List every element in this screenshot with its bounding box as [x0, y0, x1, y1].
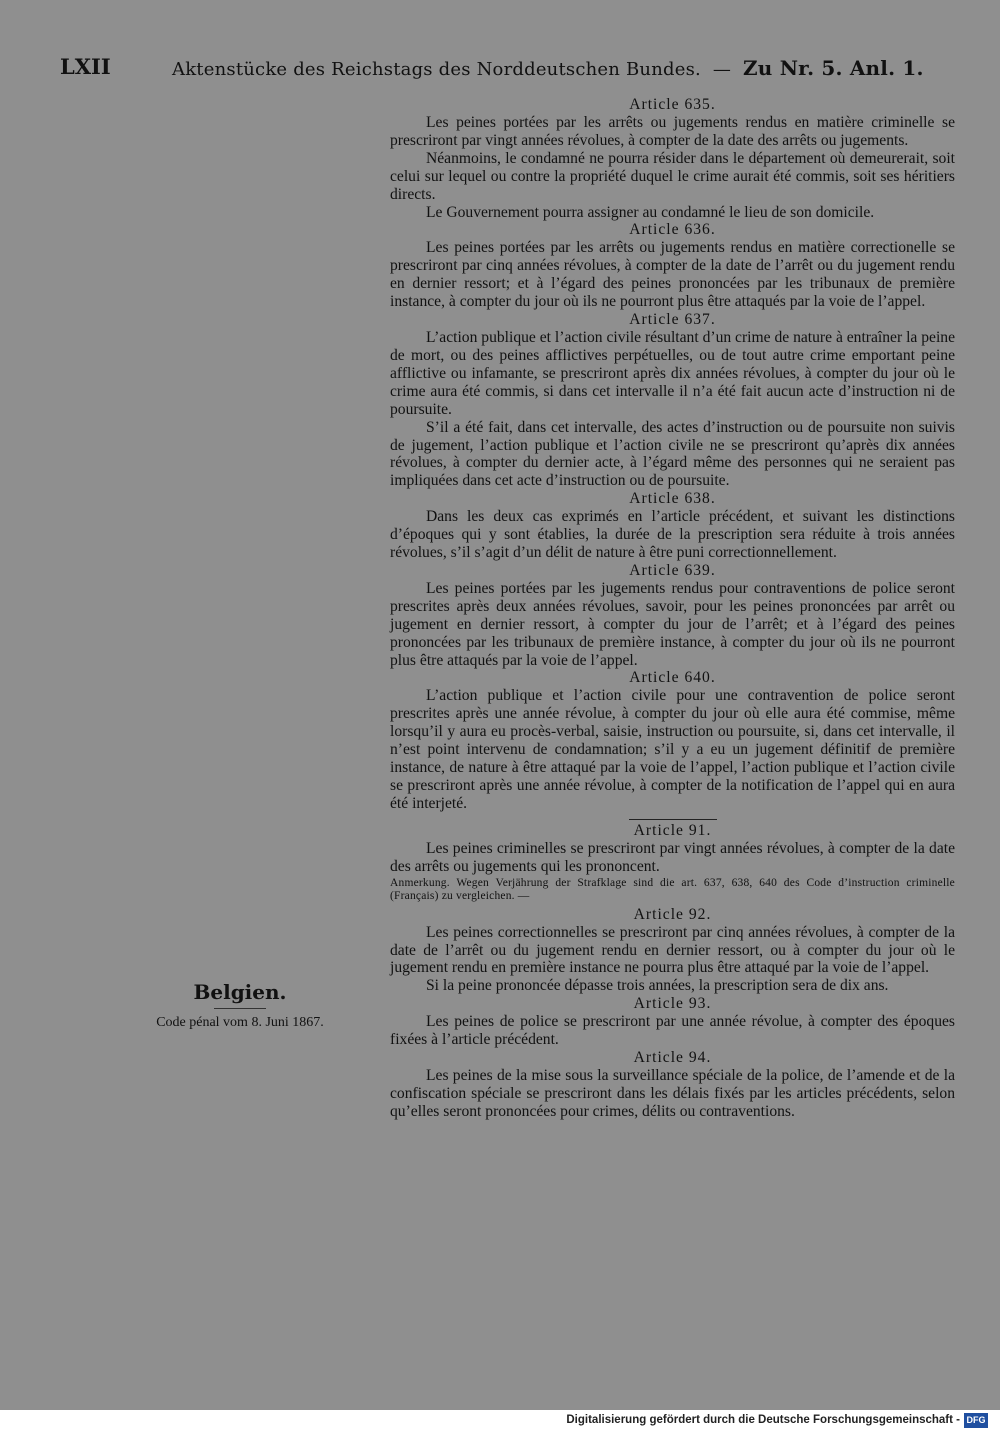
article-paragraph: Les peines criminelles se prescriront par vingt années révolues, à compter de la date des arrêts ou jugements qui les prononcent. [390, 839, 955, 875]
running-header [60, 54, 960, 84]
article-paragraph: Dans les deux cas exprimés en l’article précédent, et suivant les distinctions d’époques qui y sont établies, la durée de la prescription sera réduite à trois années révolues, s’il s’agit d’un délit de nature à être puni correctionnellement. [390, 508, 955, 562]
article-heading: Article 635. [629, 96, 716, 113]
article-heading: Article 638. [629, 490, 716, 508]
page-number: LXII [60, 54, 111, 79]
article-heading: Article 640. [629, 669, 716, 687]
article-paragraph: Les peines portées par les jugements rendus pour contraventions de police seront prescrites après deux années révolues, savoir, pour les peines prononcées par arrêt ou jugement en dernier ressort, à compter du jour de l’arrêt; et à l’égard des peines prononcées par les tribunaux de première instance, à compter du jour où ils ne pourront plus être attaqués par la voie de l’appel. [390, 579, 955, 669]
article-paragraph: Les peines portées par les arrêts ou jugements rendus en matière criminelle se prescriront par vingt années révolues, à compter de la date des arrêts ou jugements. [390, 114, 955, 149]
article-paragraph: L’action publique et l’action civile pour une contravention de police seront prescrites après une année révolue, à compter du jour où elle aura été commise, même lorsqu’il y aura eu procès-verbal, saisie, instruction ou poursuite, si, dans cet intervalle, il n’est point intervenu de condamnation; s’il y a eu un jugement définitif de première instance, de nature à être attaqué par la voie de l’appel, l’action publique et l’action civile se prescriront après une année révolue, à compter de la notification de l’appel qui en aura été interjeté. [390, 687, 955, 812]
article-paragraph: S’il a été fait, dans cet intervalle, des actes d’instruction ou de poursuite non suivis de jugement, l’action publique et l’action civile ne se prescriront qu’après dix années révolues, à compter du dernier acte, à l’égard même des personnes qui ne seraient pas impliquées dans cet acte d’instruction ou de poursuite. [390, 418, 955, 490]
article-paragraph: Les peines correctionnelles se prescriront par cinq années révolues, à compter de la date de l’arrêt ou du jugement rendu en dernier ressort, ou à compter du jour où le jugement rendu en première instance ne pourra plus être attaqué par la voie de l’appel. [390, 923, 955, 977]
article-paragraph: Néanmoins, le condamné ne pourra résider dans le département où demeurerait, soit celui sur lequel ou contre la propriété duquel le crime aurait été commis, soit ses héritiers directs. [390, 149, 955, 203]
article-paragraph: Les peines portées par les arrêts ou jugements rendus en matière correctionelle se prescriront par cinq années révolues, à compter de la date de l’arrêt ou du jugement rendu en dernier ressort; et à l’égard des peines prononcées par les tribunaux de première instance, à compter du jour où ils ne pourront plus être attaqués par la voie de l’appel. [390, 239, 955, 311]
running-title-line [172, 56, 924, 80]
code-citation: Code pénal vom 8. Juni 1867. [156, 1015, 324, 1030]
article-paragraph: Si la peine prononcée dépasse trois années, la prescription sera de dix ans. [426, 977, 889, 995]
article-heading: Article 636. [629, 221, 716, 239]
article-heading: Article 639. [629, 561, 716, 579]
article-paragraph: Les peines de police se prescriront par une année révolue, à compter des époques fixées à l’article précédent. [390, 1013, 955, 1049]
running-title: Aktenstücke des Reichstags des Norddeutschen Bundes. [172, 59, 701, 80]
header-separator: — [712, 59, 732, 80]
footer-bar [0, 1410, 1000, 1432]
article-paragraph: L’action publique et l’action civile résultant d’un crime de nature à entraîner la peine de mort, ou des peines afflictives perpétuelles, ou de tout autre crime emportant peine afflictive ou infamante, se prescriront après dix années révolues, à compter du jour où le crime aura été commis, si dans cet intervalle il n’a été fait aucun acte d’instruction ni de poursuite. [390, 329, 955, 418]
article-heading: Article 92. [633, 905, 712, 923]
section-divider [629, 819, 717, 820]
document-reference: Zu Nr. 5. Anl. 1. [742, 56, 924, 80]
dfg-logo: DFG [964, 1413, 988, 1428]
funding-credit: Digitalisierung gefördert durch die Deutsche Forschungsgemeinschaft - [566, 1414, 960, 1426]
annotation-note: Anmerkung. Wegen Verjährung der Strafklage sind die art. 637, 638, 640 des Code d’instruction criminelle (Français) zu vergleichen. — [390, 876, 955, 902]
main-text-column [390, 96, 955, 1121]
article-heading: Article 93. [633, 995, 712, 1013]
side-margin-label [120, 980, 360, 1031]
article-heading: Article 91. [633, 821, 712, 839]
article-heading: Article 637. [629, 311, 716, 329]
side-divider [214, 1008, 266, 1009]
article-heading: Article 94. [633, 1049, 712, 1067]
article-paragraph: Le Gouvernement pourra assigner au condamné le lieu de son domicile. [426, 203, 875, 221]
country-heading: Belgien. [193, 980, 287, 1004]
article-paragraph: Les peines de la mise sous la surveillance spéciale de la police, de l’amende et de la confiscation spéciale se prescriront dans les délais fixés par les articles précédents, selon qu’elles seront prononcées pour crimes, délits ou contraventions. [390, 1067, 955, 1120]
